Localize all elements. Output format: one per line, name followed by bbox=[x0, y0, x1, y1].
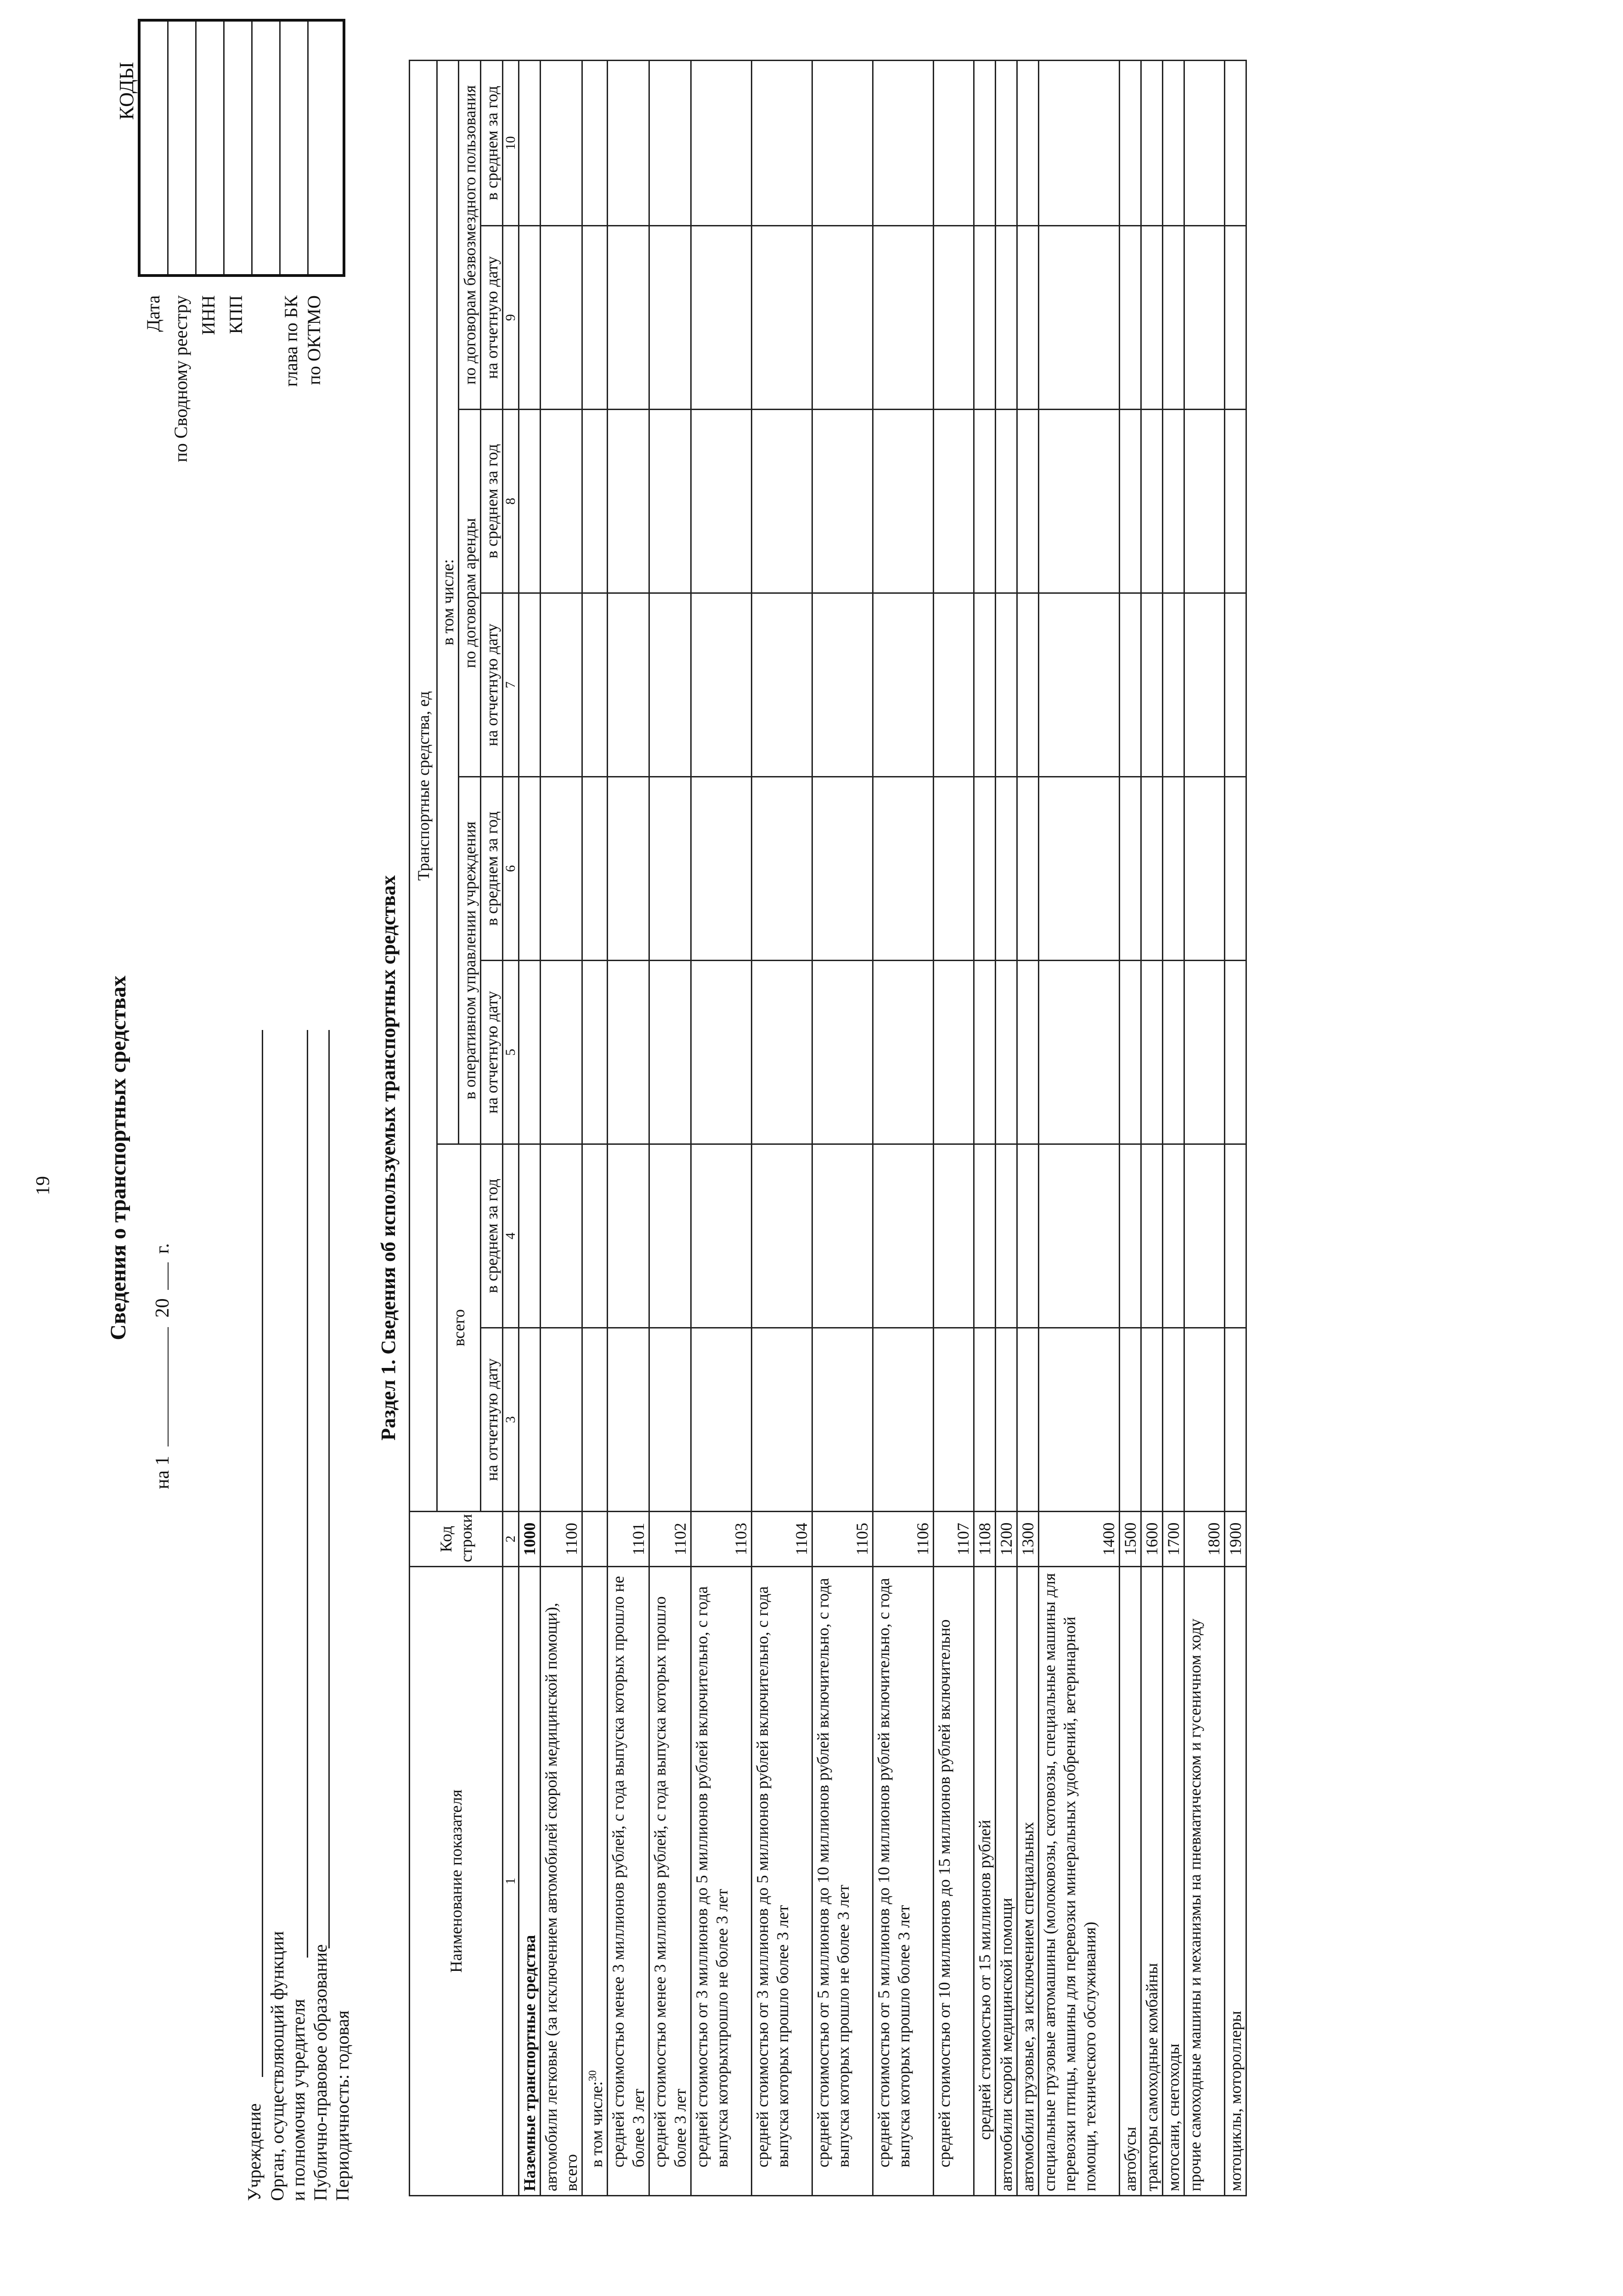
code-label-kpp: КПП bbox=[225, 295, 246, 334]
value-cell[interactable] bbox=[1120, 1328, 1141, 1512]
table-row bbox=[608, 60, 649, 2195]
value-cell[interactable] bbox=[1039, 961, 1120, 1144]
value-cell[interactable] bbox=[608, 226, 649, 410]
code-label-inn: ИНН bbox=[198, 295, 219, 335]
public-entity-line[interactable] bbox=[328, 1030, 330, 1948]
row-code: 1000 bbox=[519, 1512, 541, 1567]
row-code: 1107 bbox=[934, 1512, 974, 1567]
value-cell[interactable] bbox=[1141, 777, 1163, 961]
value-cell[interactable] bbox=[996, 60, 1017, 225]
value-cell[interactable] bbox=[812, 226, 873, 410]
row-code: 1101 bbox=[608, 1512, 649, 1567]
value-cell[interactable] bbox=[541, 1328, 582, 1512]
value-cell[interactable] bbox=[1141, 60, 1163, 225]
row-code: 1103 bbox=[691, 1512, 752, 1567]
value-cell[interactable] bbox=[541, 961, 582, 1144]
value-cell[interactable] bbox=[691, 60, 752, 225]
row-code: 1800 bbox=[1184, 1512, 1225, 1567]
value-cell[interactable] bbox=[974, 1328, 996, 1512]
value-cell[interactable] bbox=[873, 60, 934, 225]
value-cell[interactable] bbox=[974, 60, 996, 225]
value-cell[interactable] bbox=[1184, 961, 1225, 1144]
value-cell[interactable] bbox=[608, 60, 649, 225]
value-cell[interactable] bbox=[519, 1144, 541, 1328]
vehicles-table bbox=[409, 60, 1247, 2196]
row-name-text: мотоциклы, мотороллеры bbox=[1226, 2011, 1245, 2191]
value-cell[interactable] bbox=[934, 961, 974, 1144]
value-cell[interactable] bbox=[541, 60, 582, 225]
code-cell-inn[interactable] bbox=[197, 22, 225, 274]
value-cell[interactable] bbox=[752, 1328, 812, 1512]
value-cell[interactable] bbox=[752, 593, 812, 777]
row-code: 1102 bbox=[649, 1512, 691, 1567]
value-cell[interactable] bbox=[691, 226, 752, 410]
value-cell[interactable] bbox=[1163, 961, 1184, 1144]
value-cell[interactable] bbox=[608, 1144, 649, 1328]
value-cell[interactable] bbox=[1017, 961, 1039, 1144]
row-name bbox=[1184, 1567, 1225, 2196]
value-cell[interactable] bbox=[1225, 593, 1246, 777]
row-name-text: автобусы bbox=[1121, 2127, 1139, 2191]
value-cell[interactable] bbox=[812, 593, 873, 777]
row-name-text: автомобили скорой медицинской помощи bbox=[997, 1897, 1015, 2191]
value-cell[interactable] bbox=[1163, 1144, 1184, 1328]
table-row bbox=[582, 60, 608, 2195]
column-number: 5 bbox=[503, 961, 519, 1144]
value-cell[interactable] bbox=[1017, 1144, 1039, 1328]
value-cell[interactable] bbox=[1163, 777, 1184, 961]
value-cell[interactable] bbox=[1017, 1328, 1039, 1512]
value-cell[interactable] bbox=[1225, 1328, 1246, 1512]
column-number: 7 bbox=[503, 593, 519, 777]
header-lease-avg: в среднем за год bbox=[481, 410, 503, 593]
value-cell[interactable] bbox=[1141, 961, 1163, 1144]
value-cell[interactable] bbox=[1120, 593, 1141, 777]
value-cell[interactable] bbox=[873, 593, 934, 777]
table-row bbox=[1225, 60, 1246, 2195]
code-cell-bk[interactable] bbox=[281, 22, 309, 274]
table-row bbox=[996, 60, 1017, 2195]
report-date-line bbox=[152, 1243, 174, 1489]
public-entity-label: Публично-правовое образование bbox=[310, 1944, 331, 2201]
year-prefix: 20 bbox=[152, 1298, 173, 1318]
value-cell[interactable] bbox=[812, 1328, 873, 1512]
row-name bbox=[691, 1567, 752, 2196]
value-cell[interactable] bbox=[1184, 593, 1225, 777]
row-name bbox=[974, 1567, 996, 2196]
value-cell[interactable] bbox=[996, 593, 1017, 777]
value-cell[interactable] bbox=[1163, 60, 1184, 225]
table-row bbox=[974, 60, 996, 2195]
date-blank[interactable] bbox=[168, 1327, 169, 1446]
row-code: 1108 bbox=[974, 1512, 996, 1567]
header-free-use: по договорам безвозмездного пользования bbox=[459, 60, 481, 409]
value-cell[interactable] bbox=[691, 777, 752, 961]
row-name bbox=[608, 1567, 649, 2196]
header-including: в том числе: bbox=[437, 60, 459, 1144]
codes-box bbox=[138, 19, 345, 277]
value-cell[interactable] bbox=[974, 777, 996, 961]
value-cell[interactable] bbox=[649, 226, 691, 410]
code-label-bk: глава по БК bbox=[281, 295, 301, 387]
value-cell[interactable] bbox=[1120, 226, 1141, 410]
value-cell[interactable] bbox=[1141, 593, 1163, 777]
value-cell[interactable] bbox=[519, 410, 541, 593]
row-name bbox=[1163, 1567, 1184, 2196]
row-code: 1900 bbox=[1225, 1512, 1246, 1567]
value-cell[interactable] bbox=[1141, 226, 1163, 410]
value-cell[interactable] bbox=[519, 777, 541, 961]
codes-title: КОДЫ bbox=[115, 62, 138, 120]
value-cell[interactable] bbox=[541, 1144, 582, 1328]
value-cell[interactable] bbox=[582, 777, 608, 961]
value-cell[interactable] bbox=[934, 60, 974, 225]
value-cell[interactable] bbox=[812, 1144, 873, 1328]
code-cell-empty[interactable] bbox=[253, 22, 281, 274]
row-name bbox=[582, 1567, 608, 2196]
row-name-text: средней стоимостью от 3 миллионов до 5 миллионов рублей включительно, с года выпуска которыхпрошло не более 3 лет bbox=[693, 1586, 731, 2167]
value-cell[interactable] bbox=[519, 60, 541, 225]
value-cell[interactable] bbox=[1163, 226, 1184, 410]
header-total-date: на отчетную дату bbox=[481, 1328, 503, 1512]
document-title: Сведения о транспортных средствах bbox=[106, 975, 130, 1340]
column-number: 4 bbox=[503, 1144, 519, 1328]
value-cell[interactable] bbox=[608, 593, 649, 777]
section-title: Раздел 1. Сведения об используемых транспортных средствах bbox=[377, 875, 400, 1441]
value-cell[interactable] bbox=[752, 1144, 812, 1328]
value-cell[interactable] bbox=[1120, 410, 1141, 593]
value-cell[interactable] bbox=[974, 1144, 996, 1328]
value-cell[interactable] bbox=[1225, 777, 1246, 961]
value-cell[interactable] bbox=[608, 1328, 649, 1512]
value-cell[interactable] bbox=[649, 410, 691, 593]
header-name: Наименование показателя bbox=[410, 1567, 503, 2196]
column-number: 8 bbox=[503, 410, 519, 593]
row-code: 1700 bbox=[1163, 1512, 1184, 1567]
value-cell[interactable] bbox=[1017, 226, 1039, 410]
value-cell[interactable] bbox=[996, 961, 1017, 1144]
value-cell[interactable] bbox=[691, 1144, 752, 1328]
value-cell[interactable] bbox=[934, 593, 974, 777]
value-cell[interactable] bbox=[1017, 777, 1039, 961]
value-cell[interactable] bbox=[1017, 593, 1039, 777]
value-cell[interactable] bbox=[873, 410, 934, 593]
row-name-text: мотосани, снегоходы bbox=[1164, 2043, 1183, 2191]
header-code: Код строки bbox=[410, 1512, 503, 1567]
value-cell[interactable] bbox=[873, 226, 934, 410]
column-numbers-row bbox=[503, 60, 519, 2195]
value-cell[interactable] bbox=[1225, 1144, 1246, 1328]
value-cell[interactable] bbox=[873, 1144, 934, 1328]
row-code: 1200 bbox=[996, 1512, 1017, 1567]
organ-line[interactable] bbox=[307, 1030, 308, 1958]
value-cell[interactable] bbox=[934, 410, 974, 593]
date-suffix: г. bbox=[152, 1243, 173, 1254]
row-name bbox=[541, 1567, 582, 2196]
value-cell[interactable] bbox=[873, 777, 934, 961]
value-cell[interactable] bbox=[691, 1328, 752, 1512]
value-cell[interactable] bbox=[974, 410, 996, 593]
value-cell[interactable] bbox=[1039, 593, 1120, 777]
value-cell[interactable] bbox=[582, 961, 608, 1144]
value-cell[interactable] bbox=[934, 1328, 974, 1512]
value-cell[interactable] bbox=[752, 777, 812, 961]
row-name-text: специальные грузовые автомашины (молоковозы, скотовозы, специальные машины для перевозки птицы, машины для перевозки минеральных удобрений, ветеринарной помощи, технического обслуживания) bbox=[1040, 1573, 1099, 2191]
code-label-date: Дата bbox=[143, 295, 163, 332]
row-code: 1400 bbox=[1039, 1512, 1120, 1567]
row-name-text: автомобили грузовые, за исключением специальных bbox=[1019, 1822, 1037, 2191]
table-row bbox=[934, 60, 974, 2195]
value-cell[interactable] bbox=[541, 226, 582, 410]
row-name-text: средней стоимостью менее 3 миллионов рублей, с года выпуска которых прошло более 3 лет bbox=[651, 1596, 689, 2167]
value-cell[interactable] bbox=[812, 961, 873, 1144]
value-cell[interactable] bbox=[582, 60, 608, 225]
value-cell[interactable] bbox=[1163, 1328, 1184, 1512]
row-name bbox=[934, 1567, 974, 2196]
value-cell[interactable] bbox=[691, 961, 752, 1144]
column-number: 9 bbox=[503, 226, 519, 410]
value-cell[interactable] bbox=[996, 1144, 1017, 1328]
value-cell[interactable] bbox=[1017, 410, 1039, 593]
row-code: 1300 bbox=[1017, 1512, 1039, 1567]
value-cell[interactable] bbox=[1120, 1144, 1141, 1328]
value-cell[interactable] bbox=[1184, 60, 1225, 225]
column-number: 2 bbox=[503, 1512, 519, 1567]
row-code: 1100 bbox=[541, 1512, 582, 1567]
value-cell[interactable] bbox=[934, 226, 974, 410]
row-name-text: Наземные транспортные средства bbox=[520, 1935, 539, 2191]
code-cell-kpp[interactable] bbox=[225, 22, 253, 274]
value-cell[interactable] bbox=[1039, 1144, 1120, 1328]
row-name bbox=[1141, 1567, 1163, 2196]
row-name bbox=[873, 1567, 934, 2196]
column-number: 6 bbox=[503, 777, 519, 961]
value-cell[interactable] bbox=[608, 961, 649, 1144]
row-name-text: тракторы самоходные комбайны bbox=[1143, 1963, 1161, 2191]
row-name bbox=[1225, 1567, 1246, 2196]
header-operational: в оперативном управлении учреждения bbox=[459, 777, 481, 1144]
organ-label-line1: Орган, осуществляющий функции bbox=[267, 1931, 287, 2201]
page-number: 19 bbox=[33, 1176, 54, 1195]
value-cell[interactable] bbox=[873, 961, 934, 1144]
value-cell[interactable] bbox=[1184, 1144, 1225, 1328]
periodicity-label: Периодичность: годовая bbox=[332, 2010, 353, 2201]
column-number: 3 bbox=[503, 1328, 519, 1512]
table-row bbox=[691, 60, 752, 2195]
table-row bbox=[1184, 60, 1225, 2195]
value-cell[interactable] bbox=[608, 777, 649, 961]
column-number: 1 bbox=[503, 1567, 519, 2196]
row-code: 1105 bbox=[812, 1512, 873, 1567]
value-cell[interactable] bbox=[1141, 1328, 1163, 1512]
column-number: 10 bbox=[503, 60, 519, 225]
row-name-text: средней стоимостью от 3 миллионов до 5 миллионов рублей включительно, с года выпуска которых прошло более 3 лет bbox=[753, 1586, 792, 2167]
value-cell[interactable] bbox=[1184, 1328, 1225, 1512]
header-vehicles: Транспортные средства, ед bbox=[410, 60, 437, 1511]
header-oper-avg: в среднем за год bbox=[481, 777, 503, 961]
row-name-text: в том числе: bbox=[587, 2081, 606, 2167]
value-cell[interactable] bbox=[649, 1144, 691, 1328]
value-cell[interactable] bbox=[582, 410, 608, 593]
institution-line[interactable] bbox=[262, 1030, 263, 2077]
value-cell[interactable] bbox=[812, 777, 873, 961]
value-cell[interactable] bbox=[1120, 961, 1141, 1144]
value-cell[interactable] bbox=[1141, 410, 1163, 593]
row-name bbox=[1120, 1567, 1141, 2196]
table-row bbox=[519, 60, 541, 2195]
footnote-marker: 30 bbox=[587, 2070, 599, 2082]
value-cell[interactable] bbox=[649, 1328, 691, 1512]
value-cell[interactable] bbox=[812, 410, 873, 593]
value-cell[interactable] bbox=[519, 593, 541, 777]
row-code bbox=[582, 1512, 608, 1567]
header-free-avg: в среднем за год bbox=[481, 60, 503, 225]
row-name-text: средней стоимостью менее 3 миллионов рублей, с года выпуска которых прошло не более 3 лет bbox=[609, 1576, 648, 2167]
table-row bbox=[1017, 60, 1039, 2195]
value-cell[interactable] bbox=[1163, 410, 1184, 593]
value-cell[interactable] bbox=[1039, 1328, 1120, 1512]
table-row bbox=[873, 60, 934, 2195]
value-cell[interactable] bbox=[582, 1144, 608, 1328]
table-row bbox=[812, 60, 873, 2195]
value-cell[interactable] bbox=[649, 60, 691, 225]
value-cell[interactable] bbox=[1120, 777, 1141, 961]
row-code: 1600 bbox=[1141, 1512, 1163, 1567]
value-cell[interactable] bbox=[691, 593, 752, 777]
value-cell[interactable] bbox=[996, 226, 1017, 410]
row-name bbox=[812, 1567, 873, 2196]
value-cell[interactable] bbox=[582, 1328, 608, 1512]
value-cell[interactable] bbox=[996, 777, 1017, 961]
header-lease-date: на отчетную дату bbox=[481, 593, 503, 777]
organ-label-line2: и полномочия учредителя bbox=[288, 1999, 309, 2201]
table-row bbox=[1141, 60, 1163, 2195]
row-name-text: средней стоимостью от 15 миллионов рублей bbox=[975, 1820, 994, 2140]
value-cell[interactable] bbox=[541, 410, 582, 593]
row-name-text: средней стоимостью от 5 миллионов до 10 миллионов рублей включительно, с года выпуска которых прошло не более 3 лет bbox=[814, 1578, 852, 2167]
row-name bbox=[996, 1567, 1017, 2196]
header-total: всего bbox=[437, 1144, 481, 1512]
header-free-date: на отчетную дату bbox=[481, 226, 503, 410]
value-cell[interactable] bbox=[1184, 226, 1225, 410]
row-name-text: средней стоимостью от 5 миллионов до 10 миллионов рублей включительно, с года выпуска которых прошло более 3 лет bbox=[874, 1578, 913, 2167]
value-cell[interactable] bbox=[582, 593, 608, 777]
value-cell[interactable] bbox=[519, 1328, 541, 1512]
row-code: 1104 bbox=[752, 1512, 812, 1567]
value-cell[interactable] bbox=[934, 1144, 974, 1328]
table-row bbox=[649, 60, 691, 2195]
value-cell[interactable] bbox=[1225, 961, 1246, 1144]
value-cell[interactable] bbox=[873, 1328, 934, 1512]
value-cell[interactable] bbox=[974, 226, 996, 410]
value-cell[interactable] bbox=[752, 410, 812, 593]
code-cell-registry[interactable] bbox=[169, 22, 197, 274]
value-cell[interactable] bbox=[1017, 60, 1039, 225]
value-cell[interactable] bbox=[1141, 1144, 1163, 1328]
value-cell[interactable] bbox=[752, 226, 812, 410]
row-code: 1106 bbox=[873, 1512, 934, 1567]
value-cell[interactable] bbox=[1225, 60, 1246, 225]
value-cell[interactable] bbox=[519, 961, 541, 1144]
code-label-oktmo: по ОКТМО bbox=[304, 295, 324, 385]
value-cell[interactable] bbox=[1225, 410, 1246, 593]
row-code: 1500 bbox=[1120, 1512, 1141, 1567]
value-cell[interactable] bbox=[974, 961, 996, 1144]
value-cell[interactable] bbox=[752, 961, 812, 1144]
value-cell[interactable] bbox=[649, 593, 691, 777]
row-name-text: автомобили легковые (за исключением автомобилей скорой медицинской помощи), всего bbox=[542, 1603, 580, 2191]
row-name bbox=[1039, 1567, 1120, 2196]
value-cell[interactable] bbox=[934, 777, 974, 961]
value-cell[interactable] bbox=[752, 60, 812, 225]
row-name bbox=[1017, 1567, 1039, 2196]
value-cell[interactable] bbox=[1039, 60, 1120, 225]
value-cell[interactable] bbox=[608, 410, 649, 593]
table-row bbox=[1163, 60, 1184, 2195]
header-oper-date: на отчетную дату bbox=[481, 961, 503, 1144]
year-blank[interactable] bbox=[168, 1262, 169, 1290]
table-row bbox=[1039, 60, 1120, 2195]
value-cell[interactable] bbox=[1120, 60, 1141, 225]
value-cell[interactable] bbox=[519, 226, 541, 410]
value-cell[interactable] bbox=[541, 777, 582, 961]
table-row bbox=[1120, 60, 1141, 2195]
header-lease: по договорам аренды bbox=[459, 410, 481, 777]
row-name-text: средней стоимостью от 10 миллионов до 15 миллионов рублей включительно bbox=[935, 1619, 953, 2167]
table-row bbox=[752, 60, 812, 2195]
table-row bbox=[541, 60, 582, 2195]
value-cell[interactable] bbox=[996, 1328, 1017, 1512]
value-cell[interactable] bbox=[1184, 410, 1225, 593]
row-name bbox=[752, 1567, 812, 2196]
code-cell-date[interactable] bbox=[141, 22, 169, 274]
value-cell[interactable] bbox=[1039, 226, 1120, 410]
row-name bbox=[519, 1567, 541, 2196]
row-name bbox=[649, 1567, 691, 2196]
value-cell[interactable] bbox=[1163, 593, 1184, 777]
value-cell[interactable] bbox=[1039, 777, 1120, 961]
value-cell[interactable] bbox=[649, 777, 691, 961]
value-cell[interactable] bbox=[1225, 226, 1246, 410]
value-cell[interactable] bbox=[582, 226, 608, 410]
value-cell[interactable] bbox=[649, 961, 691, 1144]
date-prefix: на 1 bbox=[152, 1456, 173, 1489]
value-cell[interactable] bbox=[691, 410, 752, 593]
value-cell[interactable] bbox=[1184, 777, 1225, 961]
code-label-registry: по Сводному реестру bbox=[170, 295, 191, 462]
institution-label: Учреждение bbox=[244, 2103, 265, 2201]
value-cell[interactable] bbox=[974, 593, 996, 777]
row-name-text: прочие самоходные машины и механизмы на пневматическом и гусеничном ходу bbox=[1186, 1618, 1204, 2191]
header-total-avg: в среднем за год bbox=[481, 1144, 503, 1328]
value-cell[interactable] bbox=[996, 410, 1017, 593]
value-cell[interactable] bbox=[541, 593, 582, 777]
value-cell[interactable] bbox=[1039, 410, 1120, 593]
code-cell-oktmo[interactable] bbox=[309, 22, 337, 274]
table-body bbox=[503, 60, 1246, 2195]
value-cell[interactable] bbox=[812, 60, 873, 225]
